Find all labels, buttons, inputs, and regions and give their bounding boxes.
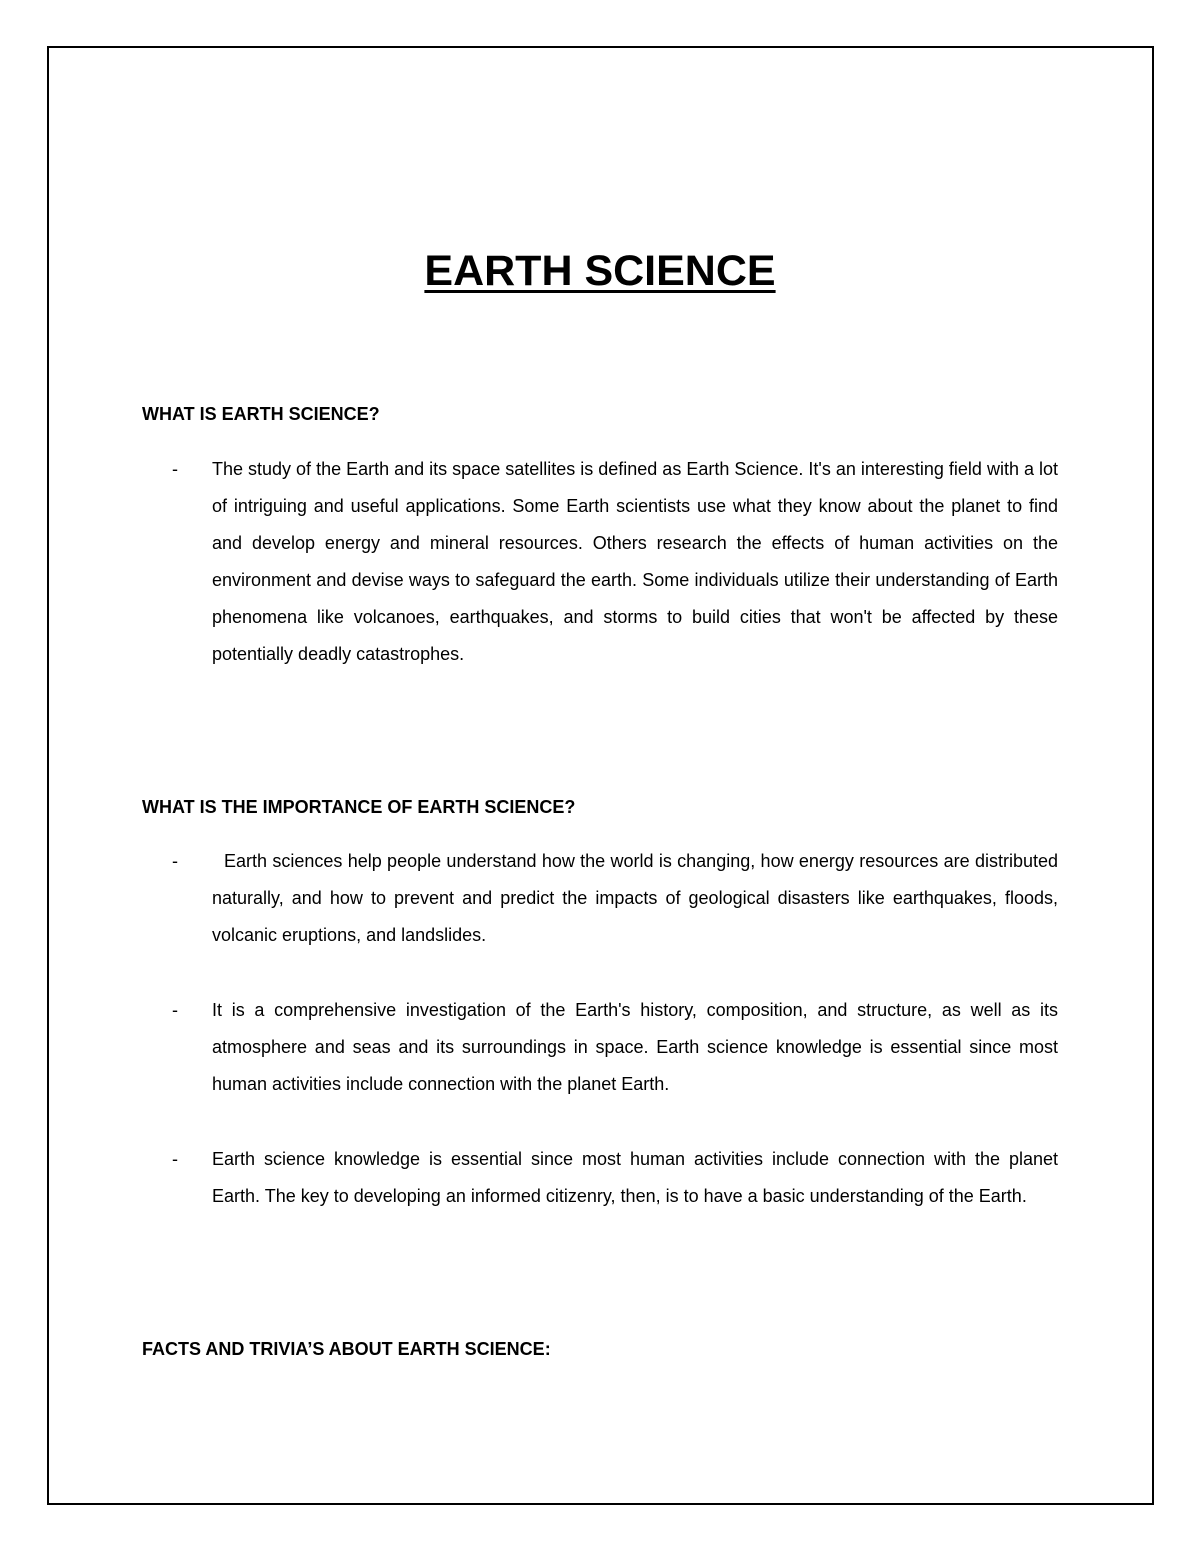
document-title <box>0 247 1200 295</box>
section-heading-importance: WHAT IS THE IMPORTANCE OF EARTH SCIENCE? <box>142 797 576 817</box>
bullet-text: The study of the Earth and its space satellites is defined as Earth Science. It's an interesting field with a lot of intriguing and useful applications. Some Earth scientists use what they know about the planet to find and develop energy and mineral resources. Others research the effects of human activities on the environment and devise ways to safeguard the earth. Some individuals utilize their understanding of Earth phenomena like volcanoes, earthquakes, and storms to build cities that won't be affected by these potentially deadly catastrophes. <box>212 459 1058 664</box>
bullet-marker: - <box>172 459 178 479</box>
bullet-text: Earth sciences help people understand how the world is changing, how energy resources are distributed naturally, and how to prevent and predict the impacts of geological disasters like earthquakes, floods, volcanic eruptions, and landslides. <box>212 851 1058 945</box>
bullet-marker: - <box>172 851 178 871</box>
bullet-item <box>172 843 1058 954</box>
bullet-text: It is a comprehensive investigation of the Earth's history, composition, and structure, as well as its atmosphere and seas and its surroundings in space. Earth science knowledge is essential since most human activities include connection with the planet Earth. <box>212 1000 1058 1094</box>
bullet-item <box>172 1141 1058 1215</box>
bullet-text: Earth science knowledge is essential since most human activities include connection with the planet Earth. The key to developing an informed citizenry, then, is to have a basic understanding of the Earth. <box>212 1149 1058 1206</box>
document-title-text: EARTH SCIENCE <box>424 247 776 295</box>
section-heading-what-is: WHAT IS EARTH SCIENCE? <box>142 404 380 424</box>
bullet-marker: - <box>172 1149 178 1169</box>
bullet-item <box>172 451 1058 673</box>
bullet-marker: - <box>172 1000 178 1020</box>
section-heading-facts: FACTS AND TRIVIA’S ABOUT EARTH SCIENCE: <box>142 1339 551 1359</box>
bullet-item <box>172 992 1058 1103</box>
